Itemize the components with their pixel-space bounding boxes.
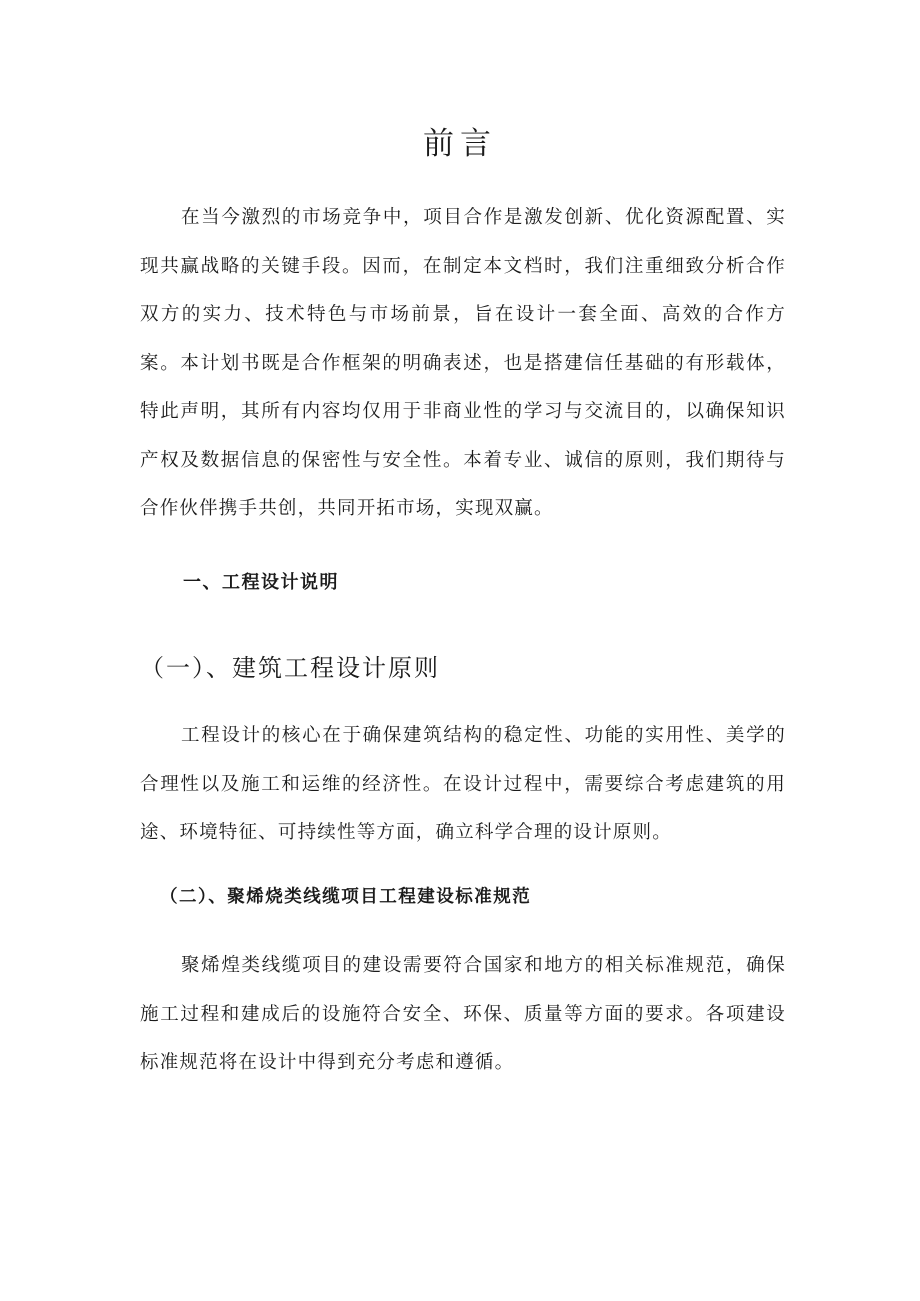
- subsection-heading-design-principles: （一）、建筑工程设计原则: [140, 654, 440, 682]
- section-heading-engineering-design: 一、工程设计说明: [183, 572, 339, 593]
- standards-paragraph: 聚烯煌类线缆项目的建设需要符合国家和地方的相关标准规范，确保施工过程和建成后的设施符合安全、环保、质量等方面的要求。各项建设标准规范将在设计中得到充分考虑和遵循。: [140, 955, 786, 1073]
- design-principles-paragraph: 工程设计的核心在于确保建筑结构的稳定性、功能的实用性、美学的合理性以及施工和运维的经济性。在设计过程中，需要综合考虑建筑的用途、环境特征、可持续性等方面，确立科学合理的设计原则。: [140, 725, 786, 843]
- intro-paragraph: 在当今激烈的市场竞争中，项目合作是激发创新、优化资源配置、实现共赢战略的关键手段。因而，在制定本文档时，我们注重细致分析合作双方的实力、技术特色与市场前景，旨在设计一套全面、高效的合作方案。本计划书既是合作框架的明确表述，也是搭建信任基础的有形载体，特此声明，其所有内容均仅用于非商业性的学习与交流目的，以确保知识产权及数据信息的保密性与安全性。本着专业、诚信的原则，我们期待与合作伙伴携手共创，共同开拓市场，实现双赢。: [140, 207, 786, 519]
- subsection-heading-standards: （二）、聚烯烧类线缆项目工程建设标准规范: [160, 887, 532, 907]
- page-title: 前言: [423, 126, 497, 162]
